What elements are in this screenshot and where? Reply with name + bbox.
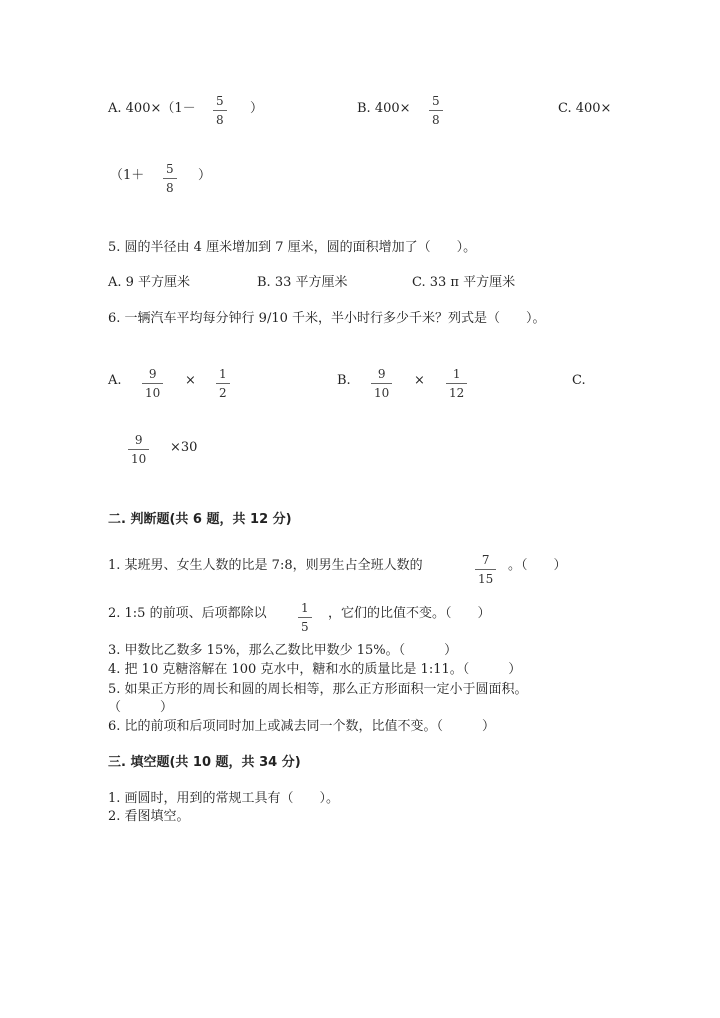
q5-option-a: A. 9 平方厘米	[108, 275, 191, 290]
q4-option-a-fraction	[213, 94, 227, 127]
fraction-denominator: 10	[131, 452, 147, 466]
fraction-numerator: 9	[148, 367, 157, 381]
s2-q6: 6. 比的前项和后项同时加上或减去同一个数，比值不变。（ ）	[108, 719, 496, 734]
q4-option-c-prefix: C. 400×	[558, 101, 612, 116]
s2-q5: 5. 如果正方形的周长和圆的周长相等，那么正方形面积一定小于圆面积。	[108, 682, 528, 697]
section-3-title: 三. 填空题(共 10 题，共 34 分)	[108, 755, 301, 770]
s2-q2-fraction	[298, 601, 312, 634]
s2-q3: 3. 甲数比乙数多 15%，那么乙数比甲数少 15%。（ ）	[108, 643, 458, 658]
q5-option-c: C. 33 π 平方厘米	[412, 275, 516, 290]
q4-option-b-fraction	[429, 94, 443, 127]
fraction-denominator: 8	[432, 113, 440, 127]
fraction-numerator: 9	[134, 433, 143, 447]
s2-q2-prefix: 2. 1:5 的前项、后项都除以	[108, 606, 267, 621]
fraction-numerator: 5	[432, 94, 440, 108]
fraction-denominator: 5	[301, 620, 309, 634]
s3-q1: 1. 画圆时，用到的常规工具有（ ）。	[108, 791, 340, 806]
fraction-numerator: 1	[219, 367, 227, 381]
q6-option-b-fraction-1	[371, 367, 392, 400]
s2-q1-prefix: 1. 某班男、女生人数的比是 7:8，则男生占全班人数的	[108, 558, 423, 573]
s2-q1-fraction	[475, 553, 496, 586]
fraction-numerator: 5	[166, 162, 174, 176]
q6-option-a-fraction-2	[216, 367, 230, 400]
q6-option-a-fraction-1	[142, 367, 163, 400]
section-2-title: 二. 判断题(共 6 题，共 12 分)	[108, 512, 292, 527]
s2-q1-suffix: 。（ ）	[508, 558, 567, 573]
fraction-numerator: 7	[481, 553, 490, 567]
q6-option-b-fraction-2	[446, 367, 467, 400]
q6-option-b-operator: ×	[414, 373, 425, 388]
fraction-denominator: 10	[145, 386, 161, 400]
q6-option-c-label: C.	[572, 373, 586, 388]
q6-option-a-operator: ×	[185, 373, 196, 388]
s3-q2: 2. 看图填空。	[108, 809, 190, 824]
fraction-numerator: 9	[377, 367, 386, 381]
fraction-denominator: 8	[216, 113, 224, 127]
s2-q5-continuation: （ ）	[108, 700, 174, 715]
q4-option-a-suffix: ）	[250, 101, 264, 116]
q5-option-b: B. 33 平方厘米	[257, 275, 348, 290]
q6-option-c-suffix: ×30	[170, 440, 198, 455]
fraction-numerator: 1	[452, 367, 461, 381]
q4-option-a-prefix: A. 400×（1－	[108, 101, 196, 116]
s2-q2-suffix: ，它们的比值不变。（ ）	[328, 606, 491, 621]
q4-option-c-fraction	[163, 162, 177, 195]
q4-option-c-continuation: （1＋	[110, 168, 145, 183]
q6-option-c-fraction	[128, 433, 149, 466]
fraction-denominator: 12	[449, 386, 465, 400]
fraction-denominator: 15	[478, 572, 494, 586]
s2-q4: 4. 把 10 克糖溶解在 100 克水中，糖和水的质量比是 1:11。（ ）	[108, 662, 522, 677]
fraction-denominator: 2	[219, 386, 227, 400]
q6-option-b-label: B.	[337, 373, 351, 388]
fraction-denominator: 10	[374, 386, 390, 400]
q6-option-a-label: A.	[108, 373, 122, 388]
q5-question: 5. 圆的半径由 4 厘米增加到 7 厘米，圆的面积增加了（ ）。	[108, 240, 477, 255]
q4-option-c-suffix: ）	[198, 168, 212, 183]
fraction-numerator: 1	[301, 601, 309, 615]
q6-question: 6. 一辆汽车平均每分钟行 9/10 千米，半小时行多少千米？列式是（ ）。	[108, 311, 546, 326]
fraction-denominator: 8	[166, 181, 174, 195]
q4-option-b-prefix: B. 400×	[357, 101, 411, 116]
fraction-numerator: 5	[216, 94, 224, 108]
